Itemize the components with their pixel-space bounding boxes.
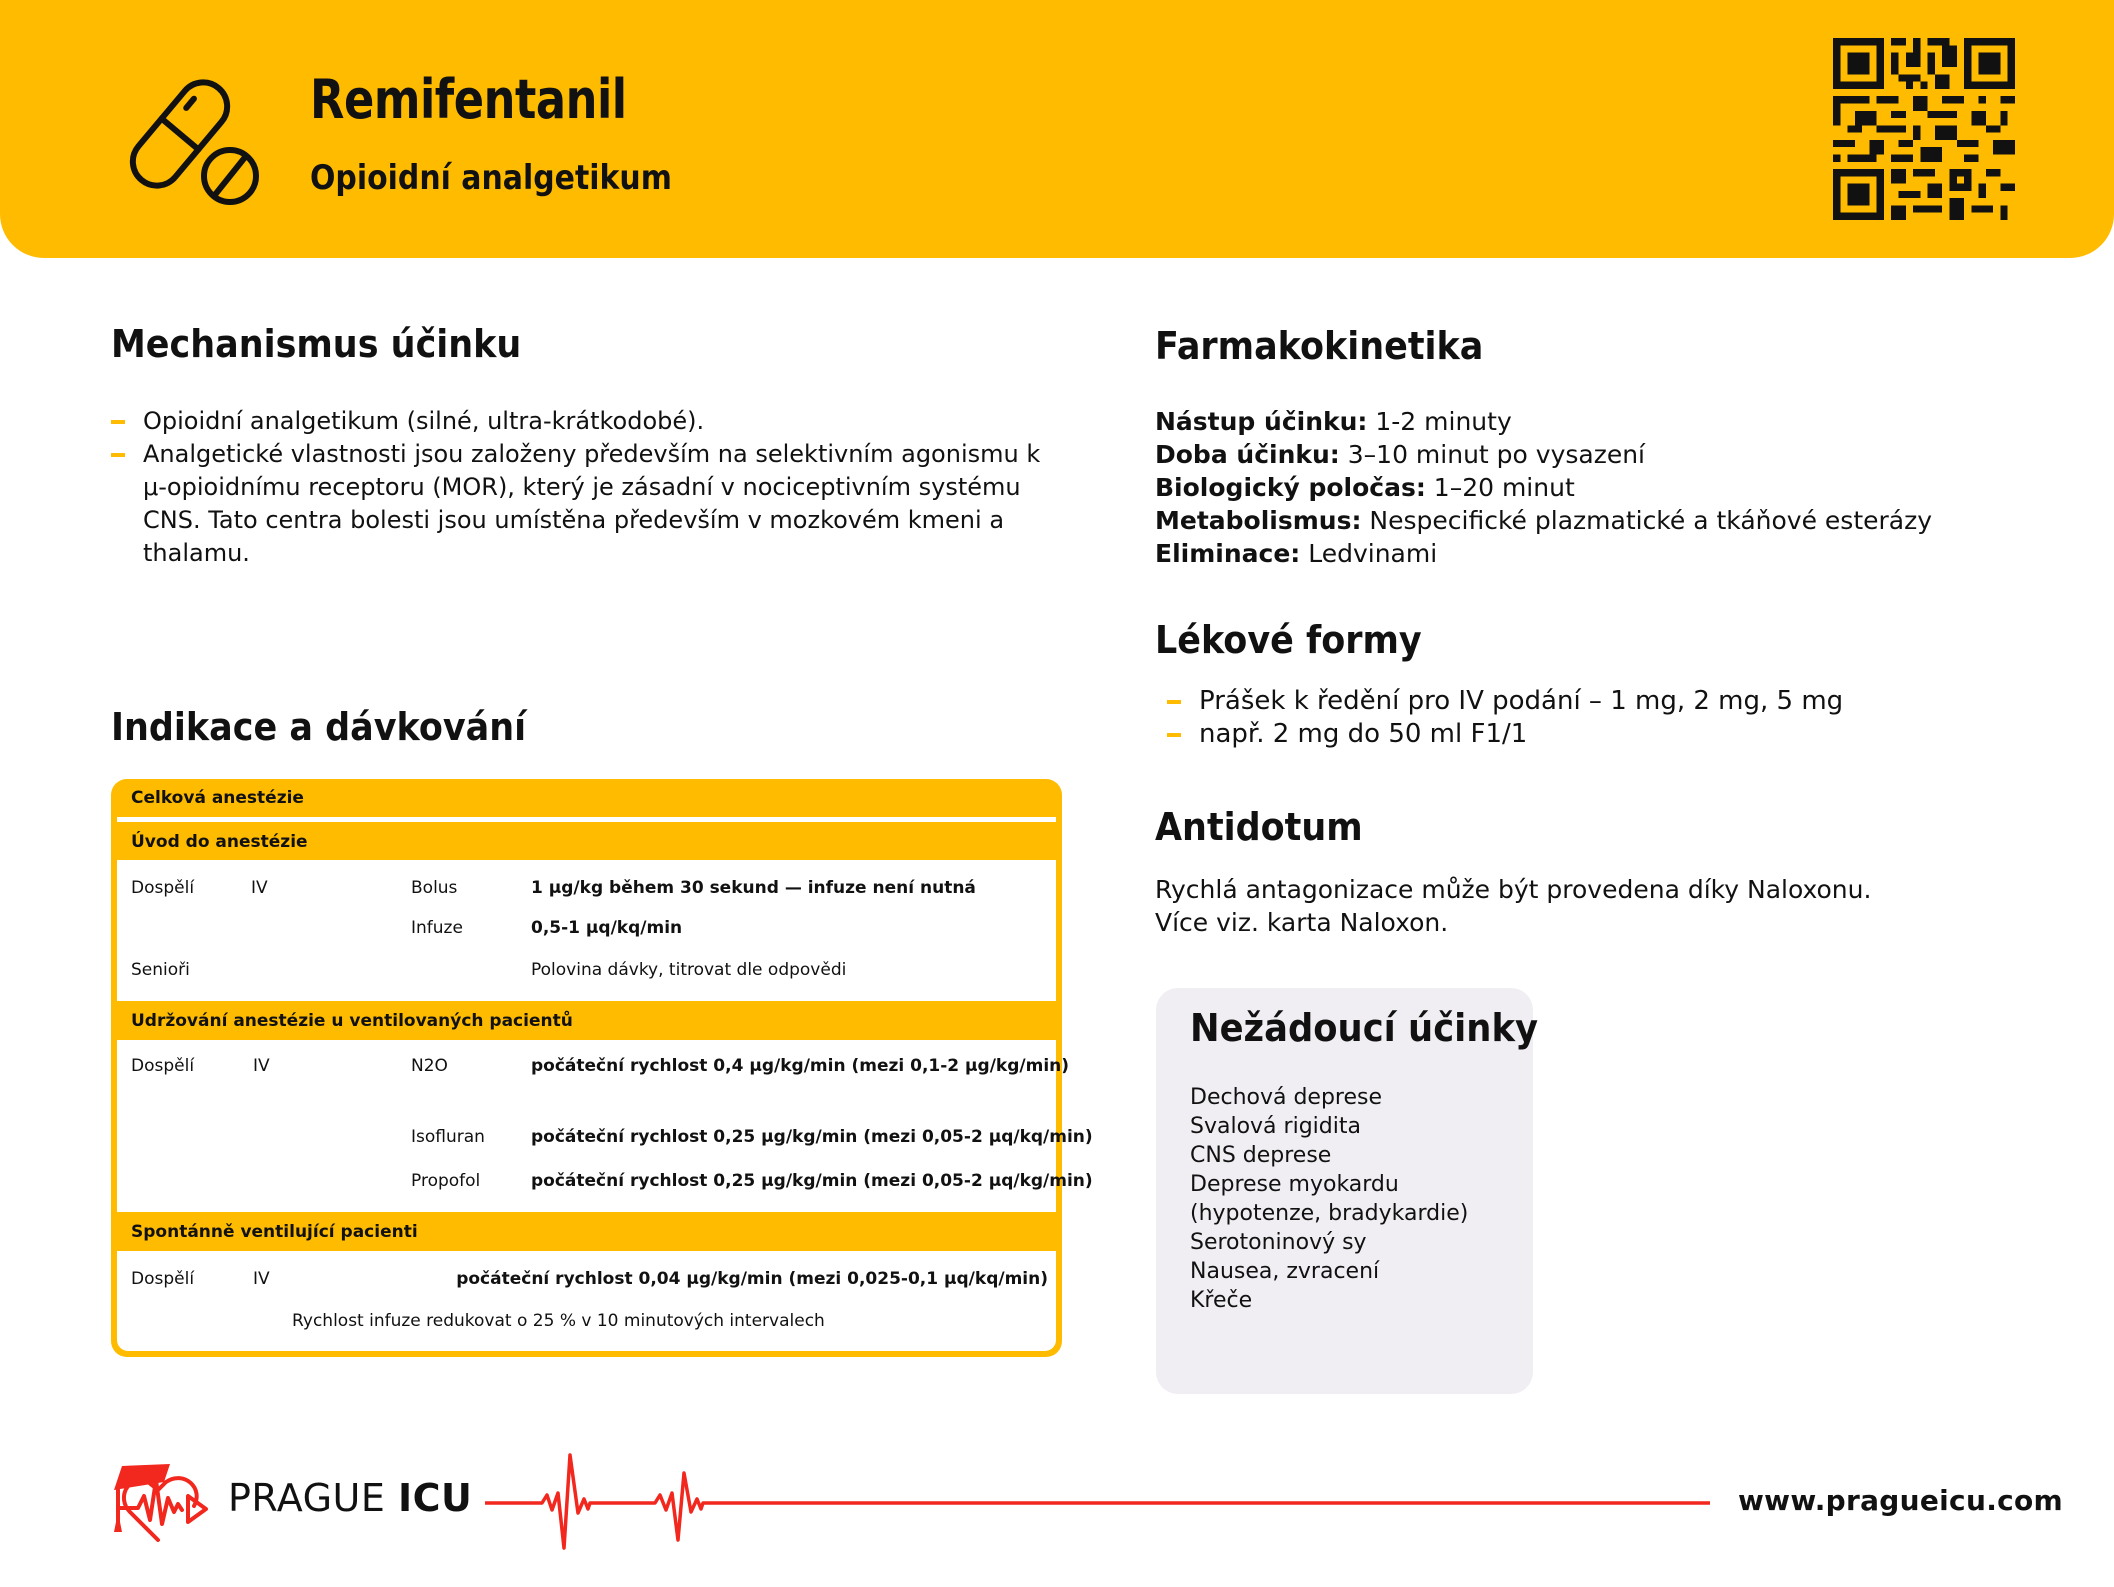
route: IV (253, 1056, 270, 1076)
dose-type: Infuze (411, 918, 463, 938)
mechanism-list (111, 405, 1071, 570)
route: IV (251, 878, 268, 898)
bullet-dash-icon (111, 453, 125, 457)
dose-type: N2O (411, 1056, 448, 1076)
adverse-effect-item: Nausea, zvracení (1190, 1259, 1380, 1284)
route: IV (253, 1269, 270, 1289)
drug-class-subtitle: Opioidní analgetikum (310, 158, 672, 198)
section-body-maintenance (117, 1040, 1093, 1212)
pharmacokinetics-list (1155, 405, 2055, 570)
bullet-dash-icon (1167, 700, 1181, 704)
dose-value: počáteční rychlost 0,25 μg/kg/min (mezi 0,05-2 μq/kq/min) (531, 1127, 1093, 1147)
pk-row: Eliminace: Ledvinami (1155, 539, 1438, 568)
adverse-effect-item: Dechová deprese (1190, 1085, 1383, 1110)
section-body-spontaneous (117, 1251, 1056, 1351)
pk-row: Metabolismus: Nespecifické plazmatické a tkáňové esterázy (1155, 506, 1933, 535)
website-link[interactable]: www.pragueicu.com (1738, 1484, 2064, 1517)
dose-value: 0,5-1 μq/kq/min (531, 918, 683, 938)
dose-type: Isofluran (411, 1127, 485, 1147)
dose-note: Rychlost infuze redukovat o 25 % v 10 minutových intervalech (292, 1311, 825, 1331)
patient-group: Dospělí (131, 1269, 195, 1289)
adverse-effects-list (1190, 1083, 1468, 1315)
section-title-spontaneous: Spontánně ventilující pacienti (131, 1222, 418, 1242)
adverse-effect-item: Deprese myokardu (1190, 1172, 1399, 1197)
prague-icu-heart-logo-icon (108, 1460, 214, 1544)
qr-code-icon[interactable] (1833, 38, 2015, 220)
section-title-maintenance: Udržování anestézie u ventilovaných pacientů (131, 1011, 573, 1031)
dosage-form-item: Prášek k ředění pro IV podání – 1 mg, 2 mg, 5 mg (1167, 685, 1967, 718)
mechanism-item: Opioidní analgetikum (silné, ultra-krátkodobé). (111, 405, 1071, 438)
adverse-effect-item: Křeče (1190, 1288, 1253, 1313)
dose-type: Propofol (411, 1171, 481, 1191)
patient-group: Senioři (131, 960, 190, 980)
adverse-effects-box (1156, 988, 1538, 1394)
ecg-heartbeat-line-icon (480, 1445, 1715, 1555)
dose-type: Bolus (411, 878, 458, 898)
dose-value: 1 μg/kg během 30 sekund — infuze není nutná (531, 878, 976, 898)
table-divider (117, 817, 1056, 822)
adverse-effect-item: CNS deprese (1190, 1143, 1332, 1168)
dose-value: Polovina dávky, titrovat dle odpovědi (531, 960, 847, 980)
antidote-text: Rychlá antagonizace může být provedena díky Naloxonu. Více viz. karta Naloxon. (1155, 875, 1872, 937)
pharmacokinetics-heading: Farmakokinetika (1155, 324, 1484, 368)
adverse-effects-heading: Nežádoucí účinky (1190, 1006, 1538, 1050)
pk-row: Biologický poločas: 1–20 minut (1155, 473, 1575, 502)
adverse-effect-item: (hypotenze, bradykardie) (1190, 1201, 1469, 1226)
adverse-effect-item: Serotoninový sy (1190, 1230, 1367, 1255)
antidote-heading: Antidotum (1155, 805, 1363, 849)
brand-name: PRAGUE ICU (228, 1476, 473, 1520)
dose-value: počáteční rychlost 0,4 μg/kg/min (mezi 0,1-2 μg/kg/min) (531, 1056, 1070, 1076)
mechanism-item: Analgetické vlastnosti jsou založeny především na selektivním agonismu k μ-opioidnímu receptoru (MOR), který je zásadní v nociceptivním systému CNS. Tato centra bolesti jsou umístěna především v mozkovém kmeni a thalamu. (111, 438, 1071, 570)
pk-row: Nástup účinku: 1-2 minuty (1155, 407, 1512, 436)
patient-group: Dospělí (131, 1056, 195, 1076)
dosing-table (111, 779, 1093, 1357)
header-banner (0, 0, 2114, 258)
mechanism-heading: Mechanismus účinku (111, 322, 522, 366)
adverse-effect-item: Svalová rigidita (1190, 1114, 1361, 1139)
bullet-dash-icon (1167, 733, 1181, 737)
dose-value: počáteční rychlost 0,04 μg/kg/min (mezi 0,025-0,1 μq/kq/min) (456, 1269, 1048, 1289)
indications-heading: Indikace a dávkování (111, 705, 527, 749)
section-body-induction (117, 860, 1056, 1001)
pk-row: Doba účinku: 3–10 minut po vysazení (1155, 440, 1646, 469)
pill-capsule-tablet-icon (118, 72, 268, 212)
patient-group: Dospělí (131, 878, 195, 898)
dosage-forms-heading: Lékové formy (1155, 618, 1422, 662)
drug-title: Remifentanil (310, 68, 627, 131)
dosage-form-item: např. 2 mg do 50 ml F1/1 (1167, 718, 1967, 751)
section-title-induction: Úvod do anestézie (131, 832, 308, 852)
table-title: Celková anestézie (131, 788, 304, 808)
dosage-forms-list (1167, 685, 1967, 751)
bullet-dash-icon (111, 420, 125, 424)
dose-value: počáteční rychlost 0,25 μg/kg/min (mezi 0,05-2 μq/kg/min) (531, 1171, 1093, 1191)
